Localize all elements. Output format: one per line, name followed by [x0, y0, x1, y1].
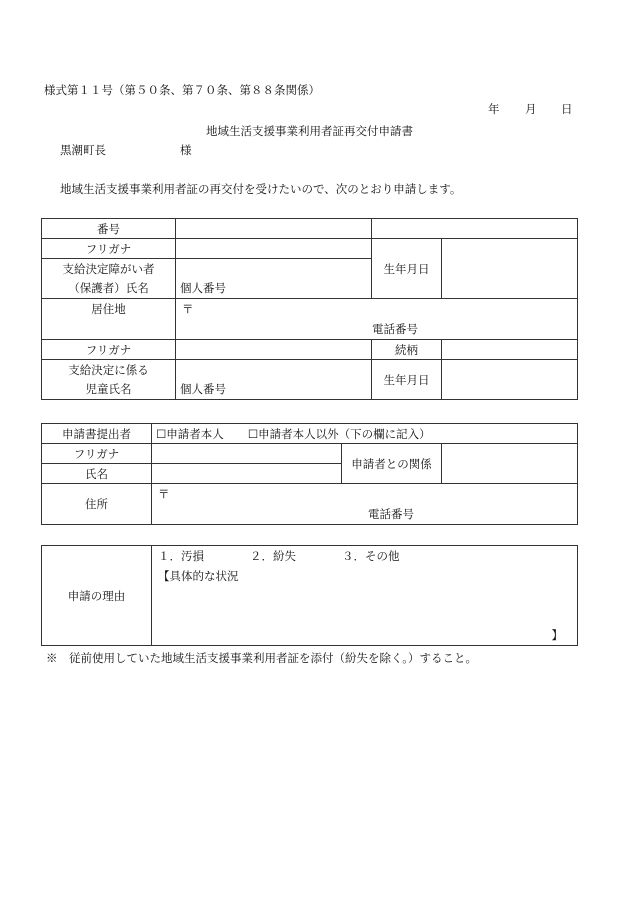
relation-label: 申請者との関係: [342, 444, 442, 484]
child-birthdate-field[interactable]: [442, 360, 578, 400]
child-personal-number-label: 個人番号: [180, 382, 226, 397]
personal-number-field[interactable]: [176, 279, 372, 299]
recipient-name-field[interactable]: [176, 259, 372, 279]
addressee: 黒潮町長: [60, 143, 106, 157]
birthdate-field[interactable]: [442, 239, 578, 299]
relation-field[interactable]: [442, 444, 578, 484]
submitter-furigana-field[interactable]: [152, 444, 342, 464]
phone-label: 電話番号: [372, 322, 418, 336]
submitter-label: 申請書提出者: [42, 424, 152, 444]
child-furigana-label: フリガナ: [42, 340, 176, 360]
form-number: 様式第１１号（第５０条、第７０条、第８８条関係）: [44, 83, 320, 97]
submitter-address-field[interactable]: [152, 484, 578, 525]
number-label: 番号: [42, 219, 176, 239]
date-year-label: 年: [488, 102, 500, 116]
details-open: 【具体的な状況: [158, 569, 239, 583]
submitter-furigana-label: フリガナ: [42, 444, 152, 464]
date-month-label: 月: [525, 102, 537, 116]
submitter-table: [41, 423, 578, 525]
date-day-label: 日: [561, 102, 573, 116]
child-name-label-1: 支給決定に係る: [42, 360, 176, 380]
number-blank: [372, 219, 578, 239]
relationship-field[interactable]: [442, 340, 578, 360]
intro-text: 地域生活支援事業利用者証の再交付を受けたいので、次のとおり申請します。: [60, 182, 462, 196]
birthdate-label: 生年月日: [372, 239, 442, 299]
submitter-other-checkbox[interactable]: ☐申請者本人以外（下の欄に記入）: [247, 426, 431, 441]
child-name-label-2: 児童氏名: [42, 380, 176, 400]
child-personal-number-field[interactable]: [176, 380, 372, 400]
submitter-phone-label: 電話番号: [368, 507, 414, 521]
submitter-postal-mark: 〒: [158, 487, 170, 501]
recipient-name-label-2: （保護者）氏名: [42, 279, 176, 299]
personal-number-label: 個人番号: [180, 281, 226, 296]
recipient-table: [41, 218, 578, 400]
honorific: 様: [180, 143, 192, 157]
submitter-self-checkbox[interactable]: ☐申請者本人: [156, 426, 224, 441]
number-field[interactable]: [176, 219, 372, 239]
reason-option-other[interactable]: ３．その他: [342, 549, 400, 563]
reason-label: 申請の理由: [42, 546, 152, 646]
recipient-name-label-1: 支給決定障がい者: [42, 259, 176, 279]
details-area[interactable]: [152, 586, 577, 626]
reason-option-lost[interactable]: ２．紛失: [250, 549, 296, 563]
reason-option-soil[interactable]: １．汚損: [158, 549, 204, 563]
address-field[interactable]: [176, 299, 578, 340]
reason-options: [152, 546, 577, 566]
child-furigana-field[interactable]: [176, 340, 372, 360]
child-birthdate-label: 生年月日: [372, 360, 442, 400]
reason-field[interactable]: [152, 546, 578, 646]
furigana-label: フリガナ: [42, 239, 176, 259]
furigana-field[interactable]: [176, 239, 372, 259]
submitter-address-label: 住所: [42, 484, 152, 525]
footnote: ※ 従前使用していた地域生活支援事業利用者証を添付（紛失を除く。）すること。: [46, 651, 478, 665]
submitter-name-field[interactable]: [152, 464, 342, 484]
details-close: 】: [551, 628, 563, 642]
address-label: 居住地: [42, 299, 176, 340]
relationship-label: 続柄: [372, 340, 442, 360]
postal-mark: 〒: [182, 302, 194, 316]
document-title: 地域生活支援事業利用者証再交付申請書: [206, 124, 413, 138]
submitter-options: [152, 424, 578, 444]
child-name-field[interactable]: [176, 360, 372, 380]
reason-table: [41, 545, 578, 646]
submitter-name-label: 氏名: [42, 464, 152, 484]
